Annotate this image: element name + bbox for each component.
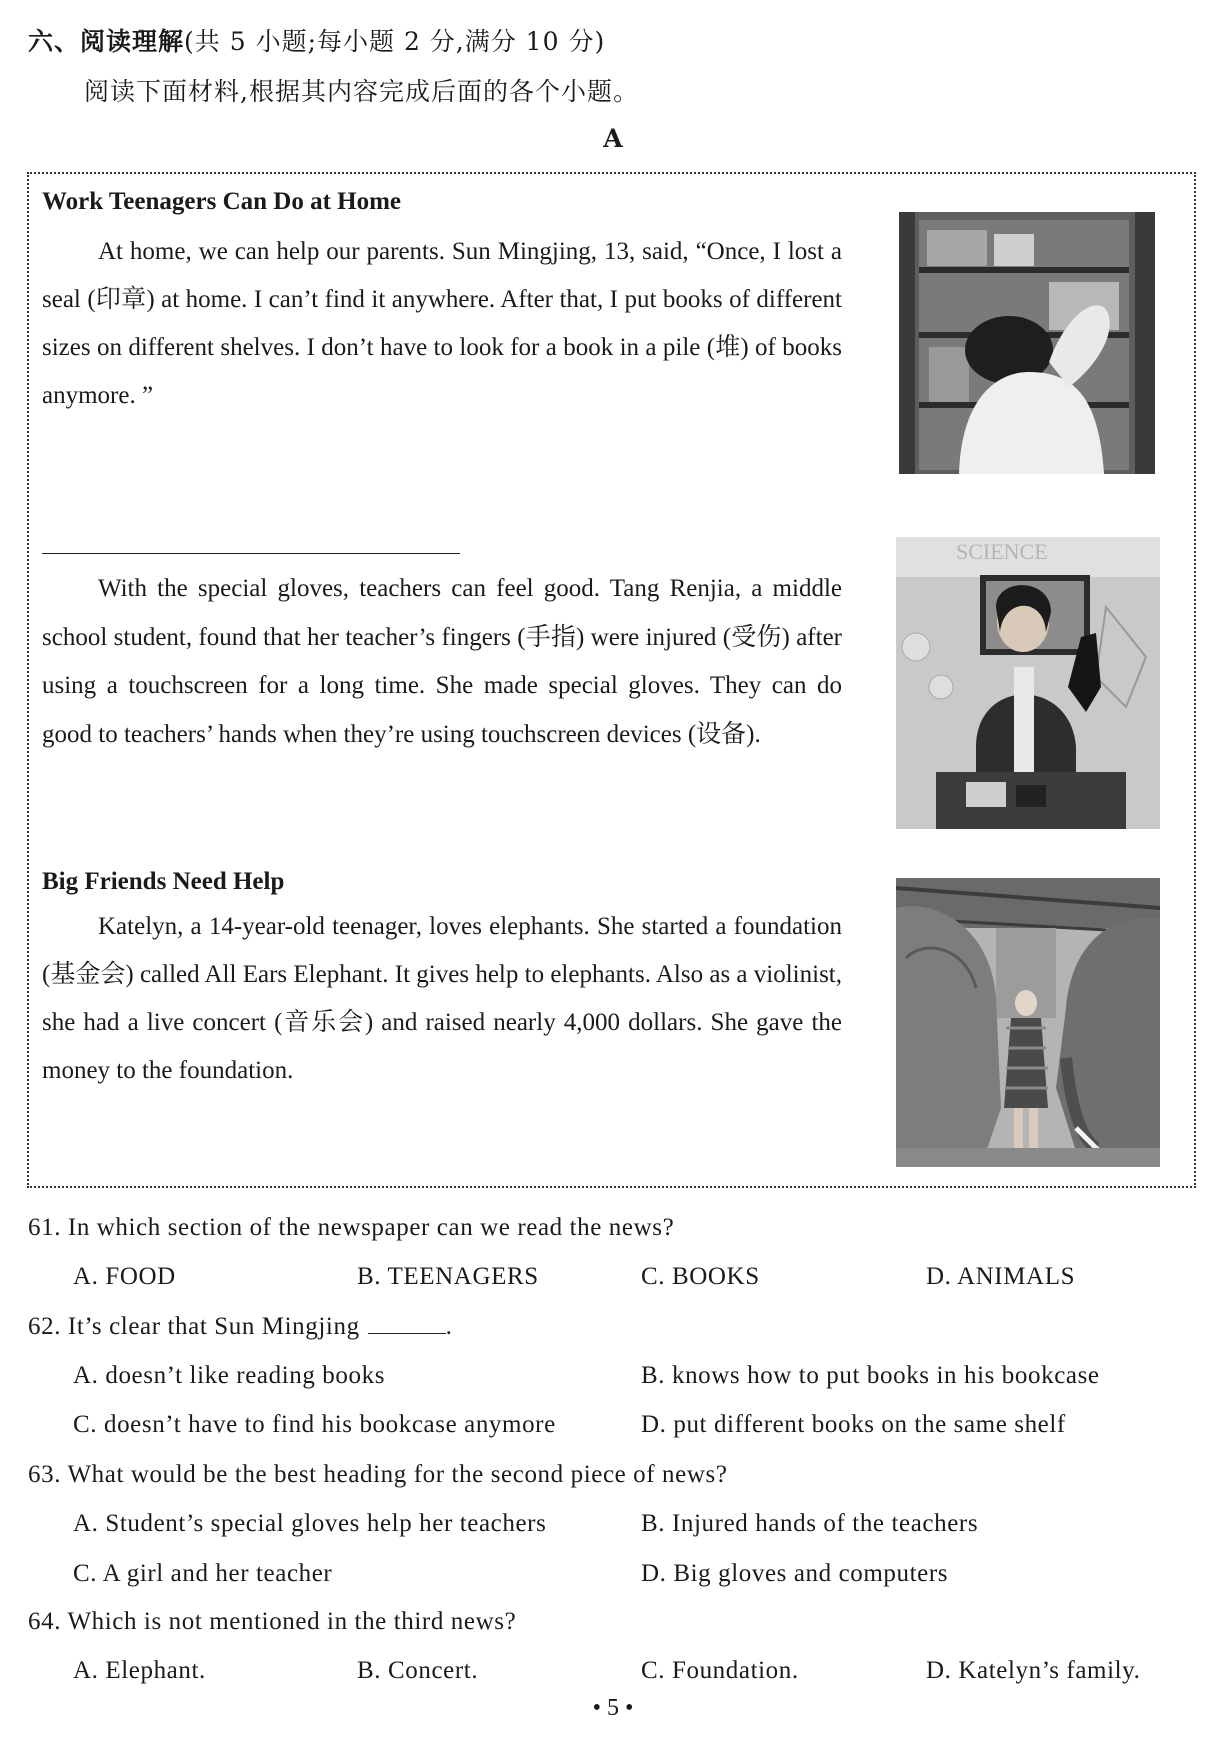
question-61-option-c: C. BOOKS bbox=[641, 1263, 760, 1290]
section-instructions: 阅读下面材料,根据其内容完成后面的各个小题。 bbox=[84, 77, 639, 106]
question-62-stem: 62. It’s clear that Sun Mingjing bbox=[28, 1313, 360, 1340]
question-62-option-c: C. doesn’t have to find his bookcase anymore bbox=[73, 1411, 556, 1438]
question-62-option-b: B. knows how to put books in his bookcase bbox=[641, 1362, 1100, 1389]
article-3-text: Katelyn, a 14-year-old teenager, loves elephants. She started a foundation (基金会) called All Ears Elephant. It gives help to elephants. Also as a violinist, she had a live concert (音乐会) and raised nearly 4,000 dollars. She gave the money to the foundation. bbox=[42, 913, 842, 1084]
passage-label: A bbox=[603, 124, 623, 153]
question-63-option-d: D. Big gloves and computers bbox=[641, 1560, 949, 1587]
question-61-option-b: B. TEENAGERS bbox=[357, 1263, 539, 1290]
article-2-title-blank bbox=[42, 553, 460, 554]
question-64-option-c: C. Foundation. bbox=[641, 1657, 799, 1684]
question-62-stem-end: . bbox=[445, 1313, 453, 1340]
article-2-text: With the special gloves, teachers can feel good. Tang Renjia, a middle school student, found that her teacher’s fingers (手指) were injured (受伤) after using a touchscreen for a long time. She made special gloves. They can do good to teachers’ hands when they’re using touchscreen devices (设备). bbox=[42, 575, 842, 748]
question-63-option-a: A. Student’s special gloves help her teachers bbox=[73, 1510, 547, 1537]
section-heading bbox=[28, 22, 605, 58]
question-62-option-a: A. doesn’t like reading books bbox=[73, 1362, 386, 1389]
question-62 bbox=[28, 1313, 453, 1341]
question-61-option-a: A. FOOD bbox=[73, 1263, 176, 1290]
page-number: • 5 • bbox=[592, 1695, 634, 1721]
article-1-text: At home, we can help our parents. Sun Mingjing, 13, said, “Once, I lost a seal (印章) at home. I can’t find it anywhere. After that, I put books of different sizes on different shelves. I don’t have to look for a book in a pile (堆) of books anymore. ” bbox=[42, 238, 842, 409]
question-62-option-d: D. put different books on the same shelf bbox=[641, 1411, 1066, 1438]
question-64: 64. Which is not mentioned in the third news? bbox=[28, 1608, 517, 1635]
question-63-option-c: C. A girl and her teacher bbox=[73, 1560, 333, 1587]
question-63-option-b: B. Injured hands of the teachers bbox=[641, 1510, 979, 1537]
section-heading-bold: 六、阅读理解 bbox=[28, 27, 185, 56]
article-1-title: Work Teenagers Can Do at Home bbox=[42, 188, 402, 215]
question-64-option-b: B. Concert. bbox=[357, 1657, 479, 1684]
photo-girl-with-glove bbox=[896, 537, 1160, 829]
question-63: 63. What would be the best heading for the second piece of news? bbox=[28, 1461, 728, 1488]
question-62-answer-blank bbox=[368, 1313, 446, 1334]
question-61-option-d: D. ANIMALS bbox=[926, 1263, 1076, 1290]
section-heading-scoring: (共 5 小题;每小题 2 分,满分 10 分) bbox=[184, 27, 606, 56]
photo-girl-at-bookshelf bbox=[899, 212, 1155, 474]
question-64-option-a: A. Elephant. bbox=[73, 1657, 206, 1684]
question-61: 61. In which section of the newspaper can we read the news? bbox=[28, 1214, 675, 1241]
article-3-title: Big Friends Need Help bbox=[42, 868, 285, 895]
question-64-option-d: D. Katelyn’s family. bbox=[926, 1657, 1141, 1684]
photo-girl-with-elephants bbox=[896, 878, 1160, 1167]
photo-sign-text: SCIENCE bbox=[956, 539, 1048, 564]
